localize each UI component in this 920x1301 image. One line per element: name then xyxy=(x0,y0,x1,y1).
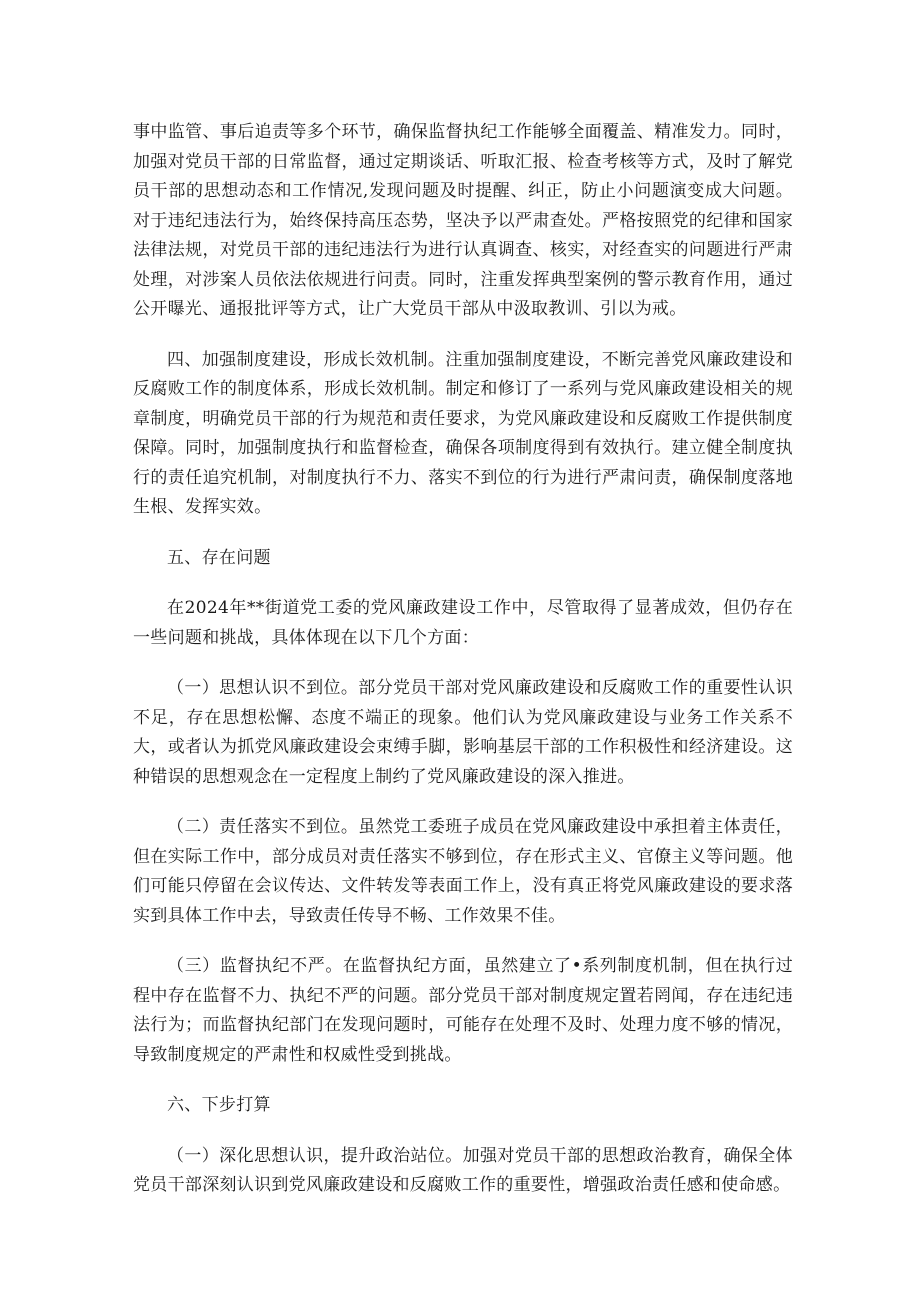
paragraph-problem-2: （二）责任落实不到位。虽然党工委班子成员在党风廉政建设中承担着主体责任，但在实际工作中，部分成员对责任落实不够到位，存在形式主义、官僚主义等问题。他们可能只停留在会议传达、文件转发等表面工作上，没有真正将党风廉政建设的要求落实到具体工作中去，导致责任传导不畅、工作效果不佳。 xyxy=(133,817,793,926)
paragraph-problem-1: （一）思想认识不到位。部分党员干部对党风廉政建设和反腐败工作的重要性认识不足，存在思想松懈、态度不端正的现象。他们认为党风廉政建设与业务工作关系不大，或者认为抓党风廉政建设会束缚手脚，影响基层干部的工作积极性和经济建设。这种错误的思想观念在一定程度上制约了党风廉政建设的深入推进。 xyxy=(133,678,793,787)
paragraph-plan-1: （一）深化思想认识，提升政治站位。加强对党员干部的思想政治教育，确保全体党员干部深刻认识到党风廉政建设和反腐败工作的重要性，增强政治责任感和使命感。 xyxy=(133,1145,793,1195)
paragraph-problems-intro: 在2024年**街道党工委的党风廉政建设工作中，尽管取得了显著成效，但仍存在一些问题和挑战，具体体现在以下几个方面： xyxy=(133,598,793,648)
paragraph-continuation: 事中监管、事后追责等多个环节，确保监督执纪工作能够全面覆盖、精准发力。同时，加强对党员干部的日常监督，通过定期谈话、听取汇报、检查考核等方式，及时了解党员干部的思想动态和工作情况,发现问题及时提醒、纠正，防止小问题演变成大问题。对于违纪违法行为，始终保持高压态势，坚决予以严肃查处。严格按照党的纪律和国家法律法规，对党员干部的违纪违法行为进行认真调查、核实，对经查实的问题进行严肃处理，对涉案人员依法依规进行问责。同时，注重发挥典型案例的警示教育作用，通过公开曝光、通报批评等方式，让广大党员干部从中汲取教训、引以为戒。 xyxy=(133,122,793,319)
section-heading-6: 六、下步打算 xyxy=(167,1095,271,1115)
section-heading-5: 五、存在问题 xyxy=(167,547,271,568)
paragraph-problem-3: （三）监督执纪不严。在监督执纪方面，虽然建立了•系列制度机制，但在执行过程中存在监督不力、执纪不严的问题。部分党员干部对制度规定置若罔闻，存在违纪违法行为；而监督执纪部门在发现问题时，可能存在处理不及时、处理力度不够的情况，导致制度规定的严肃性和权威性受到挑战。 xyxy=(133,956,793,1065)
document-body xyxy=(133,118,793,1222)
paragraph-section-4: 四、加强制度建设，形成长效机制。注重加强制度建设，不断完善党风廉政建设和反腐败工作的制度体系，形成长效机制。制定和修订了一系列与党风廉政建设相关的规章制度，明确党员干部的行为规范和责任要求，为党风廉政建设和反腐败工作提供制度保障。同时，加强制度执行和监督检查，确保各项制度得到有效执行。建立健全制度执行的责任追究机制，对制度执行不力、落实不到位的行为进行严肃问责，确保制度落地生根、发挥实效。 xyxy=(133,349,793,517)
